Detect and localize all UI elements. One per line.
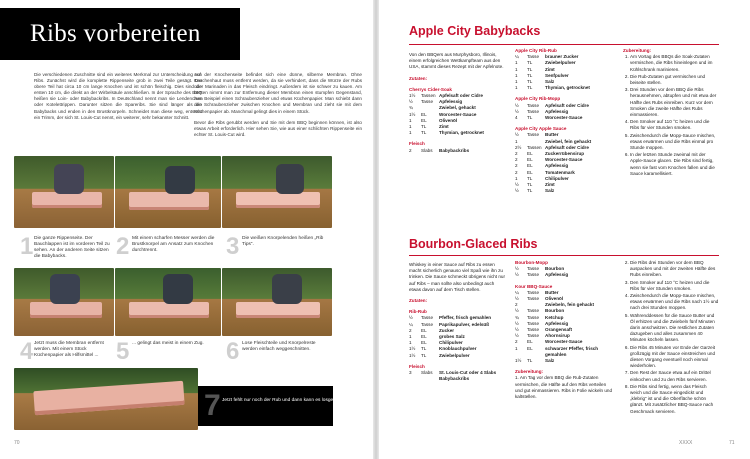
- ingredient-name: Apfelsaft oder Cidre: [439, 93, 483, 99]
- ingredient-qty: ¾: [409, 105, 413, 111]
- step-number-3: 3: [226, 233, 240, 260]
- ingredient-qty: 1: [515, 345, 518, 351]
- ingredient-qty: 2: [515, 151, 518, 157]
- apple-zutaten-label: Zutaten:: [409, 75, 428, 81]
- ingredient-qty: 1½: [409, 111, 416, 117]
- step-caption-2: Mit einem scharfen Messer werden die Brustknorpel am Ansatz zum Knochen durchtrennt.: [132, 236, 215, 254]
- ingredient-name: Apfelessig: [545, 272, 569, 278]
- ingredient-name: schwarzer Pfeffer, frisch gemahlen: [545, 345, 599, 357]
- ingredient-row: [515, 358, 615, 364]
- ingredient-name: Thymian, getrocknet: [545, 85, 590, 91]
- step-photo-2: [115, 156, 221, 228]
- ingredient-name: grobes Salz: [439, 334, 465, 340]
- step-item: 1. Am Vortag des BBQs die Soak-Zutaten vermischen, die Ribs hineinlegen und im Kühlschrank marinieren.: [630, 54, 719, 73]
- ingredient-unit: Tasse: [527, 308, 539, 314]
- ingredient-qty: 2½: [515, 144, 522, 150]
- title-rule-apple: [409, 44, 719, 45]
- apple-sauce-label: Apple City Apple Sauce: [515, 126, 567, 132]
- ingredient-qty: 2: [515, 169, 518, 175]
- ingredient-name: Butter: [545, 132, 559, 138]
- ingredient-name: Zucker: [439, 327, 455, 333]
- ingredient-name: Pfeffer, frisch gemahlen: [439, 315, 492, 321]
- step-number-4: 4: [20, 338, 34, 365]
- ingredient-unit: TL: [527, 182, 533, 188]
- bourbon-zub-text: 1. Am Tag vor dem BBQ die Rub-Zutaten vermischen, die Hälfte auf den Ribs verteilen und gut einmassieren. Ribs in Folie wickeln und kaltstellen.: [515, 375, 613, 400]
- ingredient-name: Salz: [545, 358, 555, 364]
- ingredient-qty: 2: [515, 302, 518, 308]
- ingredient-qty: ½: [515, 182, 519, 188]
- ingredient-name: Chilipulver: [439, 340, 463, 346]
- bourbon-fleisch-label: Fleisch: [409, 363, 425, 369]
- step-number-6: 6: [226, 338, 240, 365]
- step-photo-3: [222, 156, 332, 228]
- ingredient-qty: 1½: [409, 93, 416, 99]
- ingredient-qty: ½: [515, 320, 519, 326]
- ingredient-qty: ½: [515, 266, 519, 272]
- ingredient-row: [409, 130, 484, 136]
- ingredient-unit: EL: [527, 339, 533, 345]
- ingredient-name: Apfelessig: [439, 99, 463, 105]
- ingredient-unit: Tasse: [527, 296, 539, 302]
- ingredient-name: Apfelsaft oder Cidre: [545, 144, 589, 150]
- left-page: [0, 0, 373, 459]
- right-page: [379, 0, 750, 459]
- step-photo-4: [14, 268, 114, 336]
- intro-text-1: Die verschiedenen Zuschnitte sind ein weiteres Merkmal zur Unterscheidung von Ribs. Zunächst wird die komplette Rippenseite grob in zwei Teile gesägt. Der obere Teil hat circa 10 cm lange Knochen und ist schön fleischig. Dies sind die ersten 10 cm, die direkt an der Wirbelsäule anschließen. In der Sprache des BBQ heißen sie Loin- oder Babybackribs. In Deutschland nennt man sie Lendenchen oder Kotelettrippen. Darunter sitzen die Spareribs. Sie sind länger als die Babybacks und enden in den Brustknorpeln. Schneidet man diese weg, entsteht ein Trimm, der sich St. Louis-Cut nennt, ein weiterer, sehr bekannter Schnitt.: [34, 72, 202, 120]
- bourbon-zutaten-label: Zutaten:: [409, 298, 428, 304]
- apple-cider-table: [409, 93, 484, 136]
- ingredient-name: Apfelessig: [545, 108, 569, 114]
- step-photo-5: [115, 268, 221, 336]
- apple-sauce-table: [515, 132, 591, 194]
- ingredient-unit: Tassen: [421, 93, 436, 99]
- recipe-title-bourbon: Bourbon-Glaced Ribs: [409, 237, 538, 251]
- ingredient-qty: 1: [515, 138, 518, 144]
- ingredient-name: Bourbon: [545, 266, 565, 272]
- apple-col-3: [623, 48, 719, 178]
- ingredient-qty: 1: [409, 124, 412, 130]
- ingredient-qty: 1: [515, 175, 518, 181]
- step-caption-7: Jetzt fehlt nur noch der Rub und dann kann es losgehen.: [222, 398, 343, 403]
- ingredient-row: [515, 103, 589, 109]
- bourbon-zub-label: Zubereitung:: [515, 369, 544, 375]
- ingredient-qty: 2: [515, 157, 518, 163]
- bourbon-mop-label: Bourbon-Mopp: [515, 260, 548, 265]
- ingredient-unit: TL: [527, 72, 533, 78]
- ingredient-name: Ketchup: [545, 314, 564, 320]
- ingredient-unit: Tasse: [527, 289, 539, 295]
- step-item: 5. Zwischendurch die Mopp-Sauce mischen, etwas erwärmen und die Ribs einmal pro Stunde moppen.: [630, 133, 719, 152]
- bourbon-steps: [623, 260, 719, 415]
- ingredient-name: Zwiebelpulver: [439, 352, 470, 358]
- ingredient-name: Zimt: [545, 66, 555, 72]
- ingredient-name: Senfpulver: [545, 72, 569, 78]
- ingredient-unit: Tassen: [527, 144, 542, 150]
- ingredient-unit: TL: [421, 124, 427, 130]
- step-item: 7. Den Rest der Sauce etwa auf ein Drittel einkochen und zu den Ribs servieren.: [630, 370, 719, 382]
- ingredient-qty: 2: [515, 163, 518, 169]
- ingredient-unit: EL: [421, 327, 427, 333]
- ingredient-row: [515, 188, 591, 194]
- ingredient-name: Knoblauchpulver: [439, 346, 477, 352]
- step-7-caption-box: [198, 386, 343, 426]
- apple-steps: [623, 54, 719, 177]
- step-item: 8. Die Ribs sind fertig, wenn das Fleisch weich und die Sauce eingedickt und „klebrig“ ist und die Oberfläche schön glänzt. Mit zusätzlicher BBQ-Sauce nach Geschmack servieren.: [630, 384, 719, 415]
- bourbon-kour-label: Kour BBQ-Sauce: [515, 283, 553, 289]
- bourbon-fleisch-table: [409, 370, 505, 382]
- ingredient-row: [515, 346, 615, 358]
- ingredient-qty: 1: [409, 130, 412, 136]
- ingredient-unit: EL: [527, 157, 533, 163]
- ingredient-name: Zuckerrübensirup: [545, 151, 585, 157]
- page-title: Ribs vorbereiten: [30, 20, 201, 47]
- ingredient-name: Apfelessig: [545, 163, 569, 169]
- apple-col-1: [409, 52, 505, 154]
- ingredient-qty: ¼: [515, 289, 519, 295]
- ingredient-name: Salz: [545, 79, 555, 85]
- apple-col-2: [515, 48, 615, 194]
- ingredient-unit: TL: [527, 60, 533, 66]
- ingredient-name: Tomatenmark: [545, 169, 575, 175]
- ingredient-unit: Tasse: [527, 108, 539, 114]
- apple-rub-table: [515, 54, 590, 91]
- ingredient-unit: TL: [527, 66, 533, 72]
- ingredient-unit: EL: [421, 334, 427, 340]
- step-number-5: 5: [116, 338, 130, 365]
- ingredient-name: Olivenöl: [439, 117, 458, 123]
- ingredient-qty: 2: [409, 327, 412, 333]
- ingredient-unit: TL: [527, 79, 533, 85]
- ingredient-qty: ½: [515, 333, 519, 339]
- ingredient-qty: 1½: [515, 358, 522, 364]
- ingredient-qty: 1: [409, 340, 412, 346]
- ingredient-name: Zwiebeln, fein gehackt: [545, 302, 595, 308]
- ingredient-unit: Tasse: [527, 327, 539, 333]
- ingredient-unit: Tasse: [421, 99, 433, 105]
- ingredient-qty: 1: [515, 72, 518, 78]
- recipe-title-apple: Apple City Babybacks: [409, 24, 541, 38]
- ingredient-row: [515, 115, 589, 121]
- step-item: 3. Den Smoker auf 110 °C heizen und die Ribs für vier Stunden smoken.: [630, 280, 719, 292]
- bourbon-rub-table: [409, 315, 491, 358]
- step-item: 2. Die Rub-Zutaten gut vermischen und beiseite stellen.: [630, 74, 719, 86]
- apple-intro: Von den BBQers aus Murphysboro, Illinois, einem erfolgreichen Wettkampfteam aus den USA, stammt dieses Rezept mit der Apfelnote.: [409, 52, 504, 70]
- ingredient-qty: ¼: [515, 54, 519, 60]
- intro-column-1: [34, 72, 202, 126]
- bourbon-intro: Whiskey in einer Sauce auf Ribs zu essen macht sicherlich genauso viel Spaß wie ihn zu trinken. Die Sauce schmeckt übrigens nicht nur auf Ribs – man sollte also unbedingt auch etwas davon auf dem Tisch stellen.: [409, 262, 506, 292]
- ingredient-row: [409, 322, 491, 328]
- ingredient-qty: 4: [515, 115, 518, 121]
- step-photo-6: [222, 268, 332, 336]
- bourbon-mop-table: [515, 266, 568, 278]
- ingredient-qty: 1: [409, 334, 412, 340]
- ingredient-unit: Slabs: [421, 370, 433, 376]
- ingredient-qty: ½: [515, 296, 519, 302]
- ingredient-qty: ½: [515, 272, 519, 278]
- ingredient-qty: 1½: [409, 352, 416, 358]
- ingredient-unit: TL: [421, 352, 427, 358]
- ingredient-qty: ¼: [409, 321, 413, 327]
- ingredient-qty: ½: [515, 308, 519, 314]
- step-caption-4: Jetzt muss die Membran entfernt werden. Mit einem Stück Küchenpapier als Hilfsmittel ...: [34, 341, 104, 359]
- apple-cider-label: Cherrys Cider-Soak: [409, 86, 452, 92]
- apple-fleisch-label: Fleisch: [409, 141, 425, 147]
- ingredient-name: Thymian, getrocknet: [439, 130, 484, 136]
- ingredient-unit: EL: [421, 340, 427, 346]
- apple-rub-label: Apple City Rib-Rub: [515, 48, 557, 53]
- ingredient-qty: 1: [515, 85, 518, 91]
- step-caption-1: Die ganze Rippenseite. Der Bauchlappen ist im vorderen Teil zu sehen. An der anderen Seite sitzen die Babybacks.: [34, 236, 110, 260]
- ingredient-name: Worcester-Sauce: [545, 115, 583, 121]
- ingredient-unit: TL: [527, 85, 533, 91]
- ingredient-qty: ½: [515, 132, 519, 138]
- ingredient-qty: 2: [409, 147, 412, 153]
- step-caption-3: Die weißen Knorpelenden heißen „Rib Tips“.: [242, 236, 324, 248]
- apple-mop-table: [515, 103, 589, 122]
- step-item: 6. In der letzten Stunde zweimal mit der Apple-Sauce glacen. Die Ribs sind fertig, wenn sie fast vom Knochen fallen und die Sauce karamellisiert.: [630, 152, 719, 177]
- apple-mop-label: Apple City Rib-Mopp: [515, 96, 561, 102]
- ingredient-name: Chilipulver: [545, 175, 569, 181]
- ingredient-name: St. Louis-Cut oder 4 Slabs Babybackribs: [439, 370, 497, 382]
- ingredient-name: Butter: [545, 289, 559, 295]
- ingredient-qty: ½: [515, 108, 519, 114]
- ingredient-unit: TL: [527, 188, 533, 194]
- intro-text-2: Auf der Knochenseite befindet sich eine dünne, silberne Membran. Ohne Knochenhaut muss entfernt werden, da sie verhindert, dass die Würze der Rubs oder Marinaden in das Fleisch eindringt. Außerdem ist sie schwer zu kauen. Am besten nimmt man zur Entfernung dieser Membran einen stumpfen Gegenstand, zum Beispiel einen Schraubenzieher und etwas Küchenpapier. Man schiebt dann den Schraubenzieher zwischen Knochen und Membran und zieht sie mit dem Küchenpapier ab. Manchmal gelingt dies in einem Stück.: [194, 72, 362, 114]
- ingredient-unit: Tasse: [527, 333, 539, 339]
- ingredient-unit: TL: [527, 358, 533, 364]
- ingredient-name: Worcester-Sauce: [439, 111, 477, 117]
- ingredient-row: [409, 112, 484, 118]
- ingredient-unit: Tasse: [527, 54, 539, 60]
- page-number-left: 70: [14, 440, 20, 446]
- ingredient-qty: 1½: [409, 346, 416, 352]
- ingredient-unit: EL: [421, 111, 427, 117]
- ingredient-qty: ¾: [515, 314, 519, 320]
- ingredient-unit: Tasse: [527, 314, 539, 320]
- bourbon-col-1: [409, 262, 505, 382]
- ingredient-unit: Tasse: [527, 102, 539, 108]
- step-item: 6. Die Ribs 45 Minuten vor Ende der Garzeit großzügig mit der Sauce einstreichen und diesen Vorgang eventuell noch einmal wiederholen.: [630, 345, 719, 370]
- bourbon-kour-table: [515, 290, 615, 364]
- ingredient-row: [409, 353, 491, 359]
- ingredient-unit: Tasse: [421, 321, 433, 327]
- ingredient-qty: 3: [409, 370, 412, 376]
- step-item: 4. Den Smoker auf 110 °C heizen und die Ribs für vier Stunden smoken.: [630, 119, 719, 131]
- ingredient-unit: Tasse: [527, 272, 539, 278]
- step-number-7: 7: [204, 389, 221, 422]
- ingredient-name: Worcester-Sauce: [545, 339, 583, 345]
- final-ribs-photo: [14, 368, 198, 430]
- title-rule-bourbon: [409, 255, 719, 256]
- ingredient-unit: Slabs: [421, 147, 433, 153]
- ingredient-name: Babybackribs: [439, 147, 470, 153]
- ingredient-row: [409, 315, 491, 321]
- ingredient-unit: EL: [527, 163, 533, 169]
- apple-zub-label: Zubereitung:: [623, 48, 652, 53]
- bourbon-col-3: [623, 260, 719, 416]
- ingredient-name: brauner Zucker: [545, 54, 579, 60]
- ingredient-name: Salz: [545, 188, 555, 194]
- apple-fleisch-table: [409, 148, 469, 154]
- ingredient-qty: 1: [515, 66, 518, 72]
- ingredient-unit: EL: [527, 345, 533, 351]
- ingredient-unit: TL: [527, 175, 533, 181]
- ingredient-name: Orangensaft: [545, 327, 573, 333]
- ingredient-row: [409, 148, 469, 154]
- ingredient-row: [515, 85, 590, 91]
- ingredient-name: Zwiebel, gehackt: [439, 105, 476, 111]
- step-caption-6: Lose Fleischteile und Knorpelreste werden einfach weggeschnitten.: [242, 341, 316, 353]
- ingredient-name: Zwiebelpulver: [545, 60, 576, 66]
- ingredient-unit: EL: [527, 169, 533, 175]
- ingredient-name: Apfelessig: [545, 320, 569, 326]
- ingredient-row: [515, 272, 568, 278]
- step-item: 4. Zwischendurch die Mopp-Sauce mischen, etwas erwärmen und die Ribs nach 1½ und nach drei Stunden moppen.: [630, 293, 719, 312]
- ingredient-qty: ½: [409, 315, 413, 321]
- step-caption-5: ... gelingt das meist in einem Zug.: [132, 341, 204, 346]
- ingredient-unit: Tasse: [527, 132, 539, 138]
- ingredient-unit: Tasse: [527, 320, 539, 326]
- step-item: 3. Drei Stunden vor dem BBQ die Ribs herausnehmen, abtupfen und mit etwa der Hälfte des Rubs einreiben. Kurz vor dem Smoken die zweite Hälfte des Rubs einmassieren.: [630, 87, 719, 118]
- step-number-1: 1: [20, 233, 34, 260]
- step-item: 2. Die Ribs drei Stunden vor dem BBQ auspacken und mit der zweiten Hälfte des Rubs einreiben.: [630, 260, 719, 279]
- ingredient-unit: Tasse: [527, 266, 539, 272]
- ingredient-name: Ahornsirup: [545, 333, 570, 339]
- bourbon-col-2: [515, 260, 615, 400]
- ingredient-qty: ½: [515, 327, 519, 333]
- ingredient-name: Worcester-Sauce: [545, 157, 583, 163]
- ingredient-qty: 1: [409, 117, 412, 123]
- intro-text-3: Bevor die Ribs gerubbt werden und Sie mit dem BBQ beginnen können, ist also etwas Arbeit erforderlich. Hier sehen Sie, wie aus einer schlichten Rippenseite ein echter St. Louis-Cut wird.: [194, 119, 362, 137]
- ingredient-name: Zwiebel, fein gehackt: [545, 138, 592, 144]
- ingredient-qty: ½: [515, 102, 519, 108]
- step-photo-1: [14, 156, 114, 228]
- ingredient-qty: 1: [515, 79, 518, 85]
- footer-label: XXXX: [679, 440, 693, 446]
- ingredient-name: Bourbon: [545, 308, 565, 314]
- ingredient-qty: 1: [515, 60, 518, 66]
- ingredient-qty: 2: [515, 339, 518, 345]
- ingredient-unit: EL: [421, 117, 427, 123]
- ingredient-name: Zimt: [545, 182, 555, 188]
- step-number-2: 2: [116, 233, 130, 260]
- ingredient-unit: Tasse: [421, 315, 433, 321]
- ingredient-unit: TL: [421, 130, 427, 136]
- page-number-right: 71: [729, 440, 735, 446]
- ingredient-unit: TL: [527, 115, 533, 121]
- ingredient-name: Paprikapulver, edelsüß: [439, 321, 490, 327]
- ingredient-name: Zimt: [439, 124, 449, 130]
- title-banner: [0, 8, 240, 60]
- ingredient-name: Apfelsaft oder Cidre: [545, 102, 589, 108]
- step-item: 5. Währenddessen für die Sauce Butter und Öl erhitzen und die Zwiebeln fünf Minuten darin anschwitzen. Die restlichen Zutaten dazugeben und alles zusammen 40 Minuten köcheln lassen.: [630, 313, 719, 344]
- ingredient-name: Olivenöl: [545, 296, 564, 302]
- ingredient-qty: ½: [409, 99, 413, 105]
- ingredient-unit: TL: [421, 346, 427, 352]
- ingredient-row: [409, 370, 505, 382]
- ingredient-qty: ½: [515, 188, 519, 194]
- ingredient-unit: EL: [527, 151, 533, 157]
- bourbon-rub-label: Rib-Rub: [409, 309, 427, 315]
- intro-column-2: [194, 72, 362, 143]
